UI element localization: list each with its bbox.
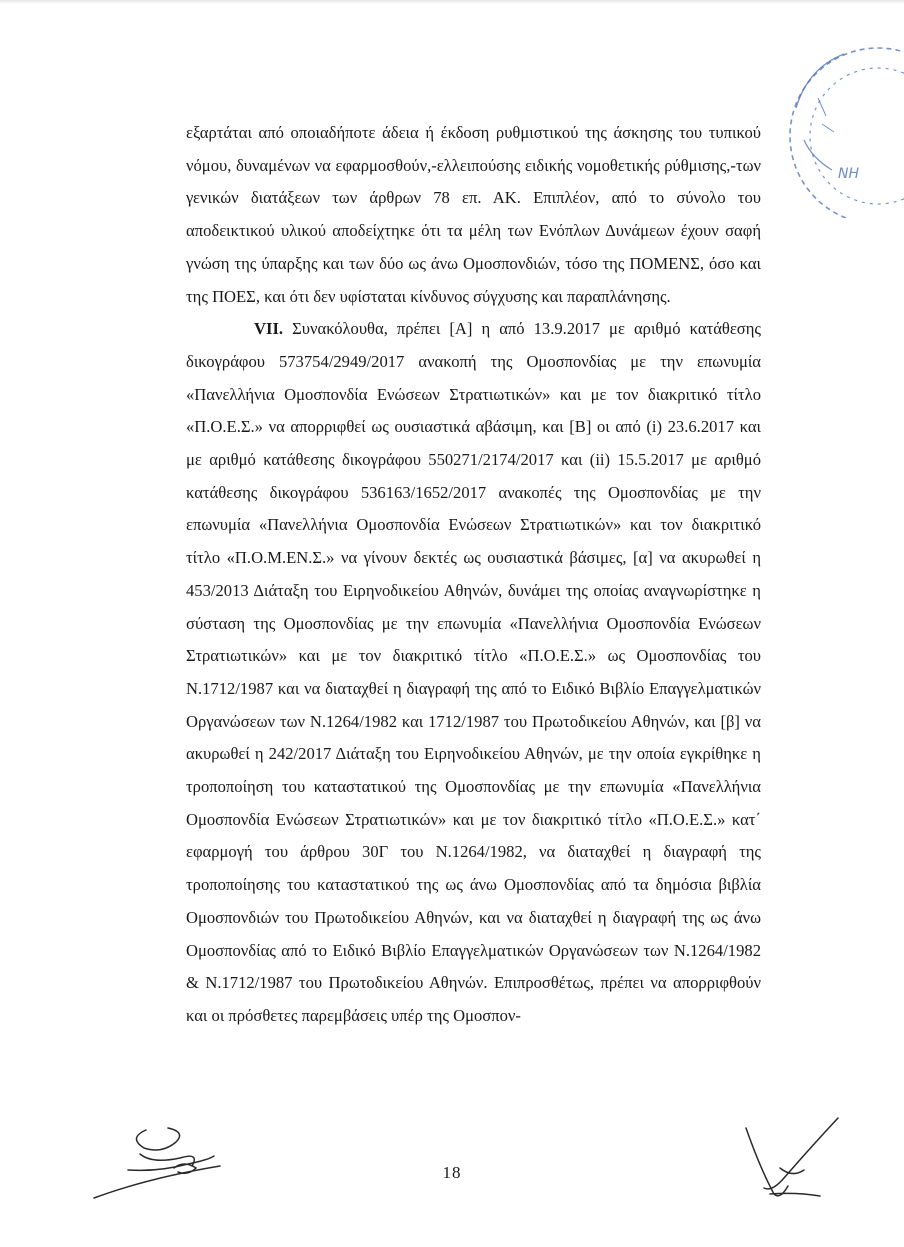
paragraph-continuation: εξαρτάται από οποιαδήποτε άδεια ή έκδοση ρυθμιστικού της άσκησης του τυπικού νόμου, δυναμένων να εφαρμοσθούν,-ελλειπούσης ειδικής νομοθετικής ρύθμισης,-των γενικών διατάξεων των άρθρων 78 επ. ΑΚ. Επιπλέον, από το σύνολο του αποδεικτικού υλικού αποδείχτηκε ότι τα μέλη των Ενόπλων Δυνάμεων έχουν σαφή γνώση της ύπαρξης και των δύο ως άνω Ομοσπονδιών, τόσο της ΠΟΜΕΝΣ, όσο και της ΠΟΕΣ, και ότι δεν υφίσταται κίνδυνος σύγχυσης και παραπλάνησης.: [186, 123, 761, 306]
signature-right-icon: [740, 1108, 840, 1204]
paragraph-vii-text: Συνακόλουθα, πρέπει [Α] η από 13.9.2017 με αριθμό κατάθεσης δικογράφου 573754/2949/2017 ανακοπή της Ομοσπονδίας με την επωνυμία «Πανελλήνια Ομοσπονδία Ενώσεων Στρατιωτικών» και με τον διακριτικό τίτλο «Π.Ο.Ε.Σ.» να απορριφθεί ως ουσιαστικά αβάσιμη, και [Β] οι από (i) 23.6.2017 και με αριθμό κατάθεσης δικογράφου 550271/2174/2017 και (ii) 15.5.2017 με αριθμό κατάθεσης δικογράφου 536163/1652/2017 ανακοπές της Ομοσπονδίας με την επωνυμία «Πανελλήνια Ομοσπονδία Ενώσεων Στρατιωτικών» και τον διακριτικό τίτλο «Π.Ο.Μ.ΕΝ.Σ.» να γίνουν δεκτές ως ουσιαστικά βάσιμες, [α] να ακυρωθεί η 453/2013 Διάταξη του Ειρηνοδικείου Αθηνών, δυνάμει της οποίας αναγνωρίστηκε η σύσταση της Ομοσπονδίας με την επωνυμία «Πανελλήνια Ομοσπονδία Ενώσεων Στρατιωτικών» και με τον διακριτικό τίτλο «Π.Ο.Ε.Σ.» ως Ομοσπονδίας του Ν.1712/1987 και να διαταχθεί η διαγραφή της από το Ειδικό Βιβλίο Επαγγελματικών Οργανώσεων των Ν.1264/1982 και 1712/1987 του Πρωτοδικείου Αθηνών, και [β] να ακυρωθεί η 242/2017 Διάταξη του Ειρηνοδικείου Αθηνών, με την οποία εγκρίθηκε η τροποποίηση του καταστατικού της Ομοσπονδίας με την επωνυμία «Πανελλήνια Ομοσπονδία Ενώσεων Στρατιωτικών» και με τον διακριτικό τίτλο «Π.Ο.Ε.Σ.» κατ΄ εφαρμογή του άρθρου 30Γ του Ν.1264/1982, να διαταχθεί η διαγραφή της τροποποίησης του καταστατικού της ως άνω Ομοσπονδίας από τα δημόσια βιβλία Ομοσπονδιών του Πρωτοδικείου Αθηνών, και να διαταχθεί η διαγραφή της ως άνω Ομοσπονδίας από το Ειδικό Βιβλίο Επαγγελματικών Οργανώσεων των Ν.1264/1982 & Ν.1712/1987 του Πρωτοδικείου Αθηνών. Επιπροσθέτως, πρέπει να απορριφθούν και οι πρόσθετες παρεμβάσεις υπέρ της Ομοσπον-: [186, 319, 761, 1025]
stamp-fragment-text: ΝΗ: [838, 166, 859, 182]
page-number: 18: [442, 1163, 462, 1182]
signature-left-icon: [88, 1108, 228, 1204]
document-body: [186, 117, 761, 1033]
paragraph-vii: [186, 313, 761, 1032]
section-numeral: VII.: [254, 319, 284, 339]
scan-top-edge: [0, 0, 904, 4]
court-stamp-icon: [760, 28, 904, 218]
